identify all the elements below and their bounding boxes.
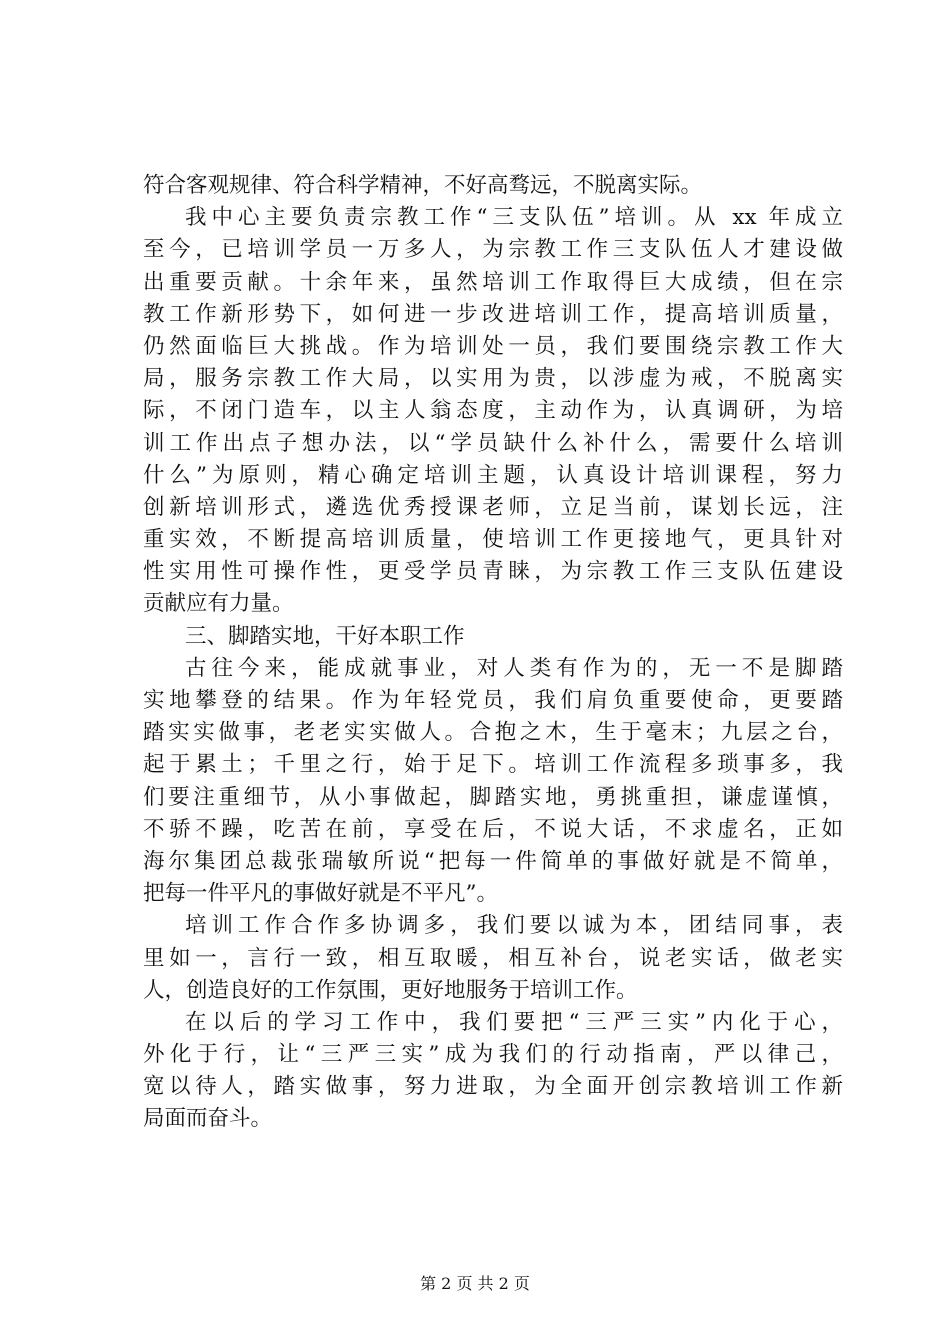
text-line: 什么”为原则，精心确定培训主题，认真设计培训课程，努力	[143, 462, 843, 488]
text-line: 在以后的学习工作中，我们要把“三严三实”内化于心，	[185, 1009, 843, 1035]
text-line: 们要注重细节，从小事做起，脚踏实地，勇挑重担，谦虚谨慎，	[143, 784, 843, 810]
text-line: 符合客观规律、符合科学精神，不好高骛远，不脱离实际。	[143, 173, 703, 198]
text-line: 重实效，不断提高培训质量，使培训工作更接地气，更具针对	[143, 527, 843, 553]
text-line: 把每一件平凡的事做好就是不平凡”。	[143, 881, 498, 907]
text-line: 至今，已培训学员一万多人，为宗教工作三支队伍人才建设做	[143, 237, 843, 263]
text-line: 局面而奋斗。	[143, 1106, 273, 1132]
page-footer: 第 2 页 共 2 页	[420, 1274, 530, 1293]
text-line: 外化于行，让“三严三实”成为我们的行动指南，严以律己，	[143, 1042, 843, 1068]
text-line: 踏实实做事，老老实实做人。合抱之木，生于毫末；九层之台，	[143, 720, 843, 746]
text-line: 宽以待人，踏实做事，努力进取，为全面开创宗教培训工作新	[143, 1074, 843, 1100]
document-body	[143, 170, 843, 1136]
text-line: 出重要贡献。十余年来，虽然培训工作取得巨大成绩，但在宗	[143, 269, 843, 295]
text-line: 实地攀登的结果。作为年轻党员，我们肩负重要使命，更要踏	[143, 688, 843, 713]
text-line: 起于累土；千里之行，始于足下。培训工作流程多琐事多，我	[143, 752, 843, 778]
text-line: 创新培训形式，遴选优秀授课老师，立足当前，谋划长远，注	[143, 494, 843, 520]
text-line: 局，服务宗教工作大局，以实用为贵，以涉虚为戒，不脱离实	[143, 366, 843, 392]
text-line: 我中心主要负责宗教工作“三支队伍”培训。从 xx 年成立	[185, 205, 843, 231]
text-line: 贡献应有力量。	[143, 591, 294, 617]
text-line: 仍然面临巨大挑战。作为培训处一员，我们要围绕宗教工作大	[143, 333, 843, 359]
text-line: 性实用性可操作性，更受学员青睐，为宗教工作三支队伍建设	[143, 559, 843, 585]
text-line: 海尔集团总裁张瑞敏所说“把每一件简单的事做好就是不简单，	[143, 848, 843, 874]
text-line: 里如一，言行一致，相互取暖，相互补台，说老实话，做老实	[143, 945, 843, 971]
text-line: 培训工作合作多协调多，我们要以诚为本，团结同事，表	[185, 913, 843, 939]
text-line: 不骄不躁，吃苦在前，享受在后，不说大话，不求虚名，正如	[143, 816, 843, 842]
text-line: 教工作新形势下，如何进一步改进培训工作，提高培训质量，	[143, 301, 843, 327]
text-line: 人，创造良好的工作氛围，更好地服务于培训工作。	[143, 977, 638, 1003]
text-line: 训工作出点子想办法，以“学员缺什么补什么，需要什么培训	[143, 430, 843, 456]
text-line: 三、脚踏实地，干好本职工作	[185, 623, 465, 649]
text-line: 古往今来，能成就事业，对人类有作为的，无一不是脚踏	[185, 655, 843, 681]
text-line: 际，不闭门造车，以主人翁态度，主动作为，认真调研，为培	[143, 398, 843, 424]
